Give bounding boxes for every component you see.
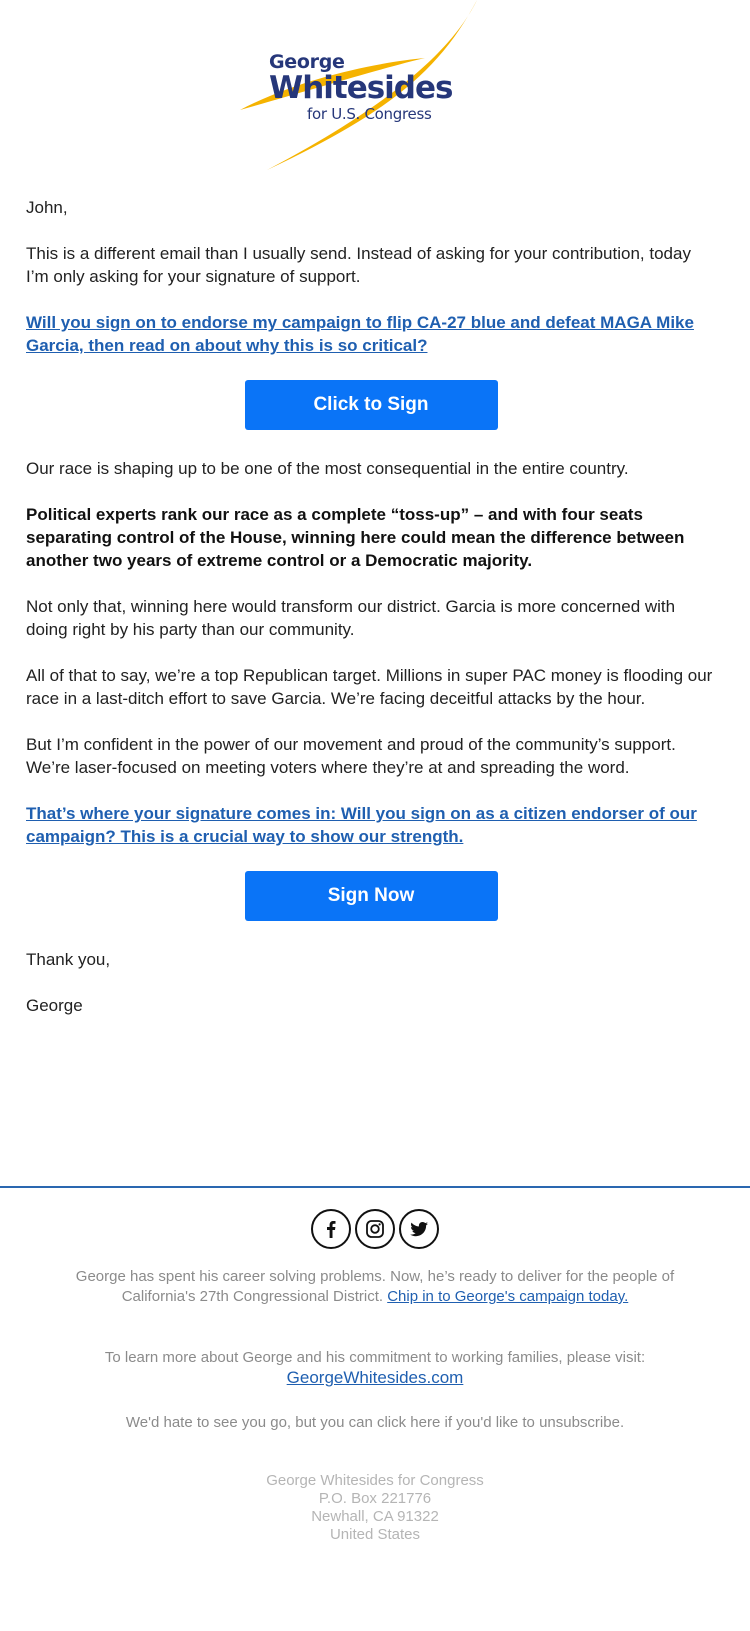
campaign-logo [240,0,490,180]
footer-learn-more [60,1348,690,1389]
button-row-2 [26,871,716,921]
instagram-icon[interactable] [355,1209,395,1249]
movement-paragraph: But I’m confident in the power of our movement and proud of the community’s support. We’re laser-focused on meeting voters where they’re at and spreading the word. [26,735,676,777]
logo-line-george: George [269,51,345,73]
twitter-icon[interactable] [399,1209,439,1249]
click-to-sign-button[interactable]: Click to Sign [245,380,498,430]
logo-line-whitesides: Whitesides [269,70,453,106]
address-country: United States [329,1526,421,1543]
button-row-1 [26,380,716,430]
logo-line-congress: for U.S. Congress [307,105,432,123]
footer-about [60,1267,690,1307]
toss-up-paragraph: Political experts rank our race as a complete “toss-up” – and with four seats separating control of the House, winning here could mean the difference between another two years of extreme control or a Democratic majority. [26,505,685,570]
sign-now-button[interactable]: Sign Now [245,871,498,921]
address-org: George Whitesides for Congress [266,1472,484,1489]
district-paragraph: Not only that, winning here would transform our district. Garcia is more concerned with doing right by his party than our community. [26,597,676,639]
race-paragraph: Our race is shaping up to be one of the most consequential in the entire country. [26,459,629,478]
footer-learn-text: To learn more about George and his commitment to working families, please visit: [104,1349,646,1366]
social-links [0,1209,750,1249]
endorse-link[interactable]: Will you sign on to endorse my campaign to flip CA-27 blue and defeat MAGA Mike Garcia, then read on about why this is so critical? [26,313,694,355]
address-box: P.O. Box 221776 [318,1490,432,1507]
footer-about-text: George has spent his career solving problems. Now, he’s ready to deliver for the people of California's 27th Congressional District. [75,1268,675,1305]
intro-paragraph: This is a different email than I usually send. Instead of asking for your contribution, today I’m only asking for your signature of support. [26,244,691,286]
unsubscribe-text[interactable]: We'd hate to see you go, but you can click here if you'd like to unsubscribe. [125,1414,625,1431]
facebook-icon[interactable] [311,1209,351,1249]
signature-name: George [26,996,83,1015]
chip-in-link[interactable]: Chip in to George's campaign today. [387,1288,629,1305]
footer-divider [0,1186,750,1188]
address-city: Newhall, CA 91322 [311,1508,439,1525]
mailing-address [60,1472,690,1544]
email-body [26,196,716,1040]
greeting: John, [26,198,68,217]
signature-paragraph [26,802,716,848]
closing: Thank you, [26,950,111,969]
endorse-paragraph [26,311,716,357]
website-link[interactable]: GeorgeWhitesides.com [286,1368,464,1387]
citizen-endorser-link[interactable]: That’s where your signature comes in: Will you sign on as a citizen endorser of our campaign? This is a crucial way to show our strength. [26,804,697,846]
target-paragraph: All of that to say, we’re a top Republican target. Millions in super PAC money is flooding our race in a last-ditch effort to save Garcia. We’re facing deceitful attacks by the hour. [26,666,713,708]
